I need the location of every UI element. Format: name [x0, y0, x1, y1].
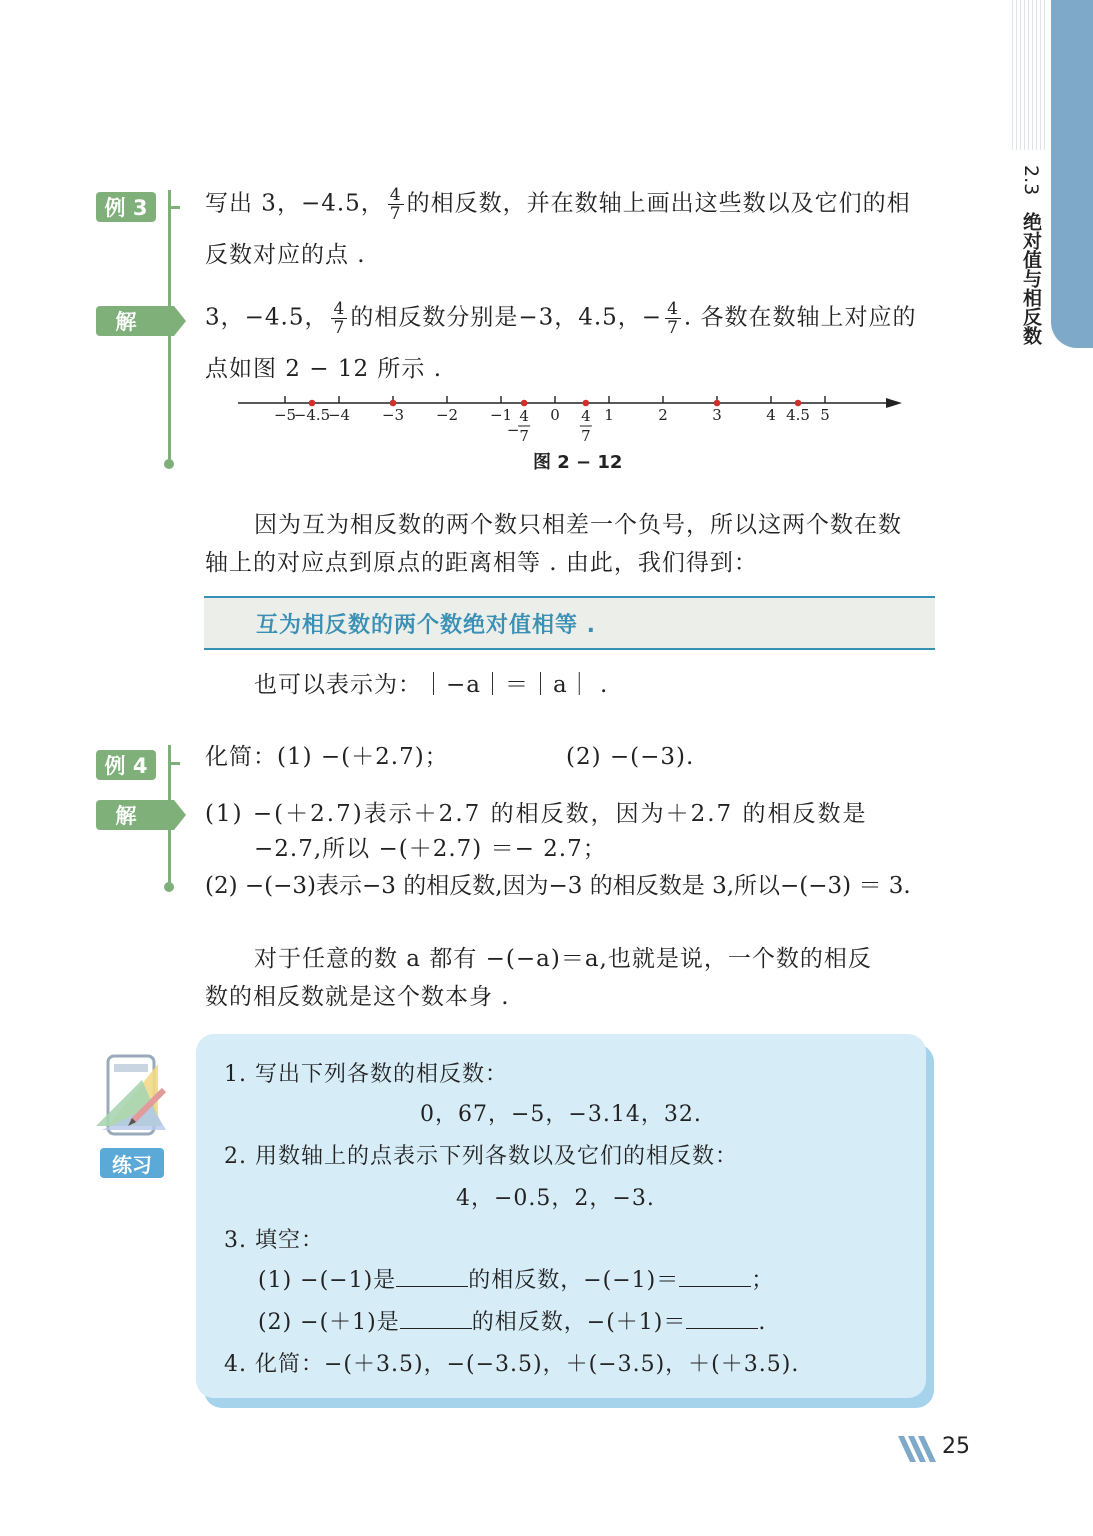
fraction-sign: − [506, 421, 520, 439]
rule-text: 互为相反数的两个数绝对值相等 . [256, 613, 597, 638]
answer-blank[interactable] [686, 1308, 758, 1329]
number-point [583, 400, 590, 407]
example-3-solution-tag: 解 [96, 306, 156, 336]
example-3-question-line2: 反数对应的点 . [205, 242, 366, 268]
formula-line: 也可以表示为：｜−a｜＝｜a｜ . [254, 672, 609, 698]
point-label: −4.5 [293, 406, 331, 424]
tick-label: −2 [435, 406, 459, 424]
fraction-numerator: 4 [519, 407, 529, 425]
example-3-solution: 3，−4.5， $\frac{4}{7}$ 的相反数分别是−3，4.5，− $\frac{4}{7}$ . 各数在数轴上对应的 [205, 299, 917, 338]
paragraph-1-line-1: 因为互为相反数的两个数只相差一个负号，所以这两个数在数 [254, 512, 902, 538]
example-3-bracket-end [164, 459, 174, 469]
number-point [521, 400, 528, 407]
page-stripes-icon [896, 1436, 938, 1462]
example-3-bracket-tick [168, 206, 180, 209]
paragraph-2-line-2: 数的相反数就是这个数本身 . [205, 984, 510, 1010]
practice-box [196, 1034, 926, 1398]
example-3-solution-line2: 点如图 2 − 12 所示 . [205, 356, 443, 382]
practice-q4: 4. 化简：−(＋3.5)，−(−3.5)，＋(−3.5)，＋(＋3.5). [224, 1352, 800, 1377]
axis-arrow-icon [886, 398, 902, 408]
page-number: 25 [942, 1434, 970, 1459]
rule-box [204, 596, 935, 650]
answer-blank[interactable] [400, 1308, 472, 1329]
practice-q2: 2. 用数轴上的点表示下列各数以及它们的相反数： [224, 1144, 738, 1169]
tick-label: 1 [604, 406, 614, 424]
section-number: 2.3 [1020, 164, 1042, 196]
practice-q1: 1. 写出下列各数的相反数： [224, 1062, 508, 1087]
tick-label: 3 [712, 406, 722, 424]
example-4-solution-1-line-2: −2.7,所以 −(＋2.7) ＝− 2.7； [254, 836, 607, 862]
practice-q1-values: 0，67，−5，−3.14，32. [420, 1102, 702, 1127]
tick-label: 5 [820, 406, 830, 424]
example-4-question-2: (2) −(−3). [566, 744, 695, 770]
number-point [390, 400, 397, 407]
solution-arrow-icon [156, 306, 188, 336]
example-4-bracket-tick [168, 762, 180, 765]
fraction-4-7: $\frac{4}{7}$ [667, 299, 679, 338]
practice-q3: 3. 填空： [224, 1228, 324, 1253]
practice-q2-values: 4，−0.5，2，−3. [456, 1186, 655, 1211]
answer-blank[interactable] [679, 1266, 751, 1287]
example-3-question: 写出 3，−4.5， $\frac{4}{7}$ 的相反数，并在数轴上画出这些数以及它们的相 [205, 185, 911, 224]
number-line-figure [230, 388, 920, 448]
example-3-tag: 例 3 [96, 192, 156, 222]
paragraph-2-line-1: 对于任意的数 a 都有 −(−a)＝a,也就是说，一个数的相反 [254, 946, 872, 972]
example-4-solution-1-line-1: (1) −(＋2.7)表示＋2.7 的相反数，因为＋2.7 的相反数是 [205, 801, 868, 827]
fraction-numerator: 4 [581, 407, 591, 425]
example-4-solution-2: (2) −(−3)表示−3 的相反数,因为−3 的相反数是 3,所以−(−3) ＝ 3. [205, 873, 911, 899]
point-label: 4.5 [786, 406, 810, 424]
number-point [714, 400, 721, 407]
example-4-bracket-end [164, 882, 174, 892]
tick-label: −3 [381, 406, 405, 424]
solution-arrow-icon [156, 800, 188, 830]
ruler-pencil-icon [92, 1050, 178, 1140]
example-4-solution-tag: 解 [96, 800, 156, 830]
practice-tag: 练习 [100, 1148, 164, 1178]
fraction-denominator: 7 [519, 427, 529, 445]
margin-stripes [1012, 0, 1048, 150]
fraction-denominator: 7 [581, 427, 591, 445]
answer-blank[interactable] [396, 1266, 468, 1287]
figure-caption: 图 2 − 12 [533, 452, 623, 473]
tick-label: −1 [489, 406, 513, 424]
paragraph-1-line-2: 轴上的对应点到原点的距离相等 . 由此，我们得到： [205, 550, 758, 576]
section-title: 绝对值与相反数 [1020, 212, 1042, 345]
chapter-tab [1051, 0, 1093, 348]
practice-q3-2: (2) −(＋1)是 的相反数，−(＋1)＝ . [258, 1310, 767, 1335]
tick-label: 2 [658, 406, 668, 424]
example-4-tag: 例 4 [96, 750, 156, 780]
tick-label: −5 [273, 406, 297, 424]
tick-label: 0 [550, 406, 560, 424]
tick-label: −4 [327, 406, 351, 424]
example-4-question-1: 化简：(1) −(＋2.7)； [205, 744, 449, 770]
fraction-4-7: $\frac{4}{7}$ [389, 185, 402, 224]
practice-q3-1: (1) −(−1)是 的相反数，−(−1)＝ ； [258, 1268, 775, 1293]
fraction-4-7: $\frac{4}{7}$ [333, 299, 346, 338]
tick-label: 4 [766, 406, 776, 424]
